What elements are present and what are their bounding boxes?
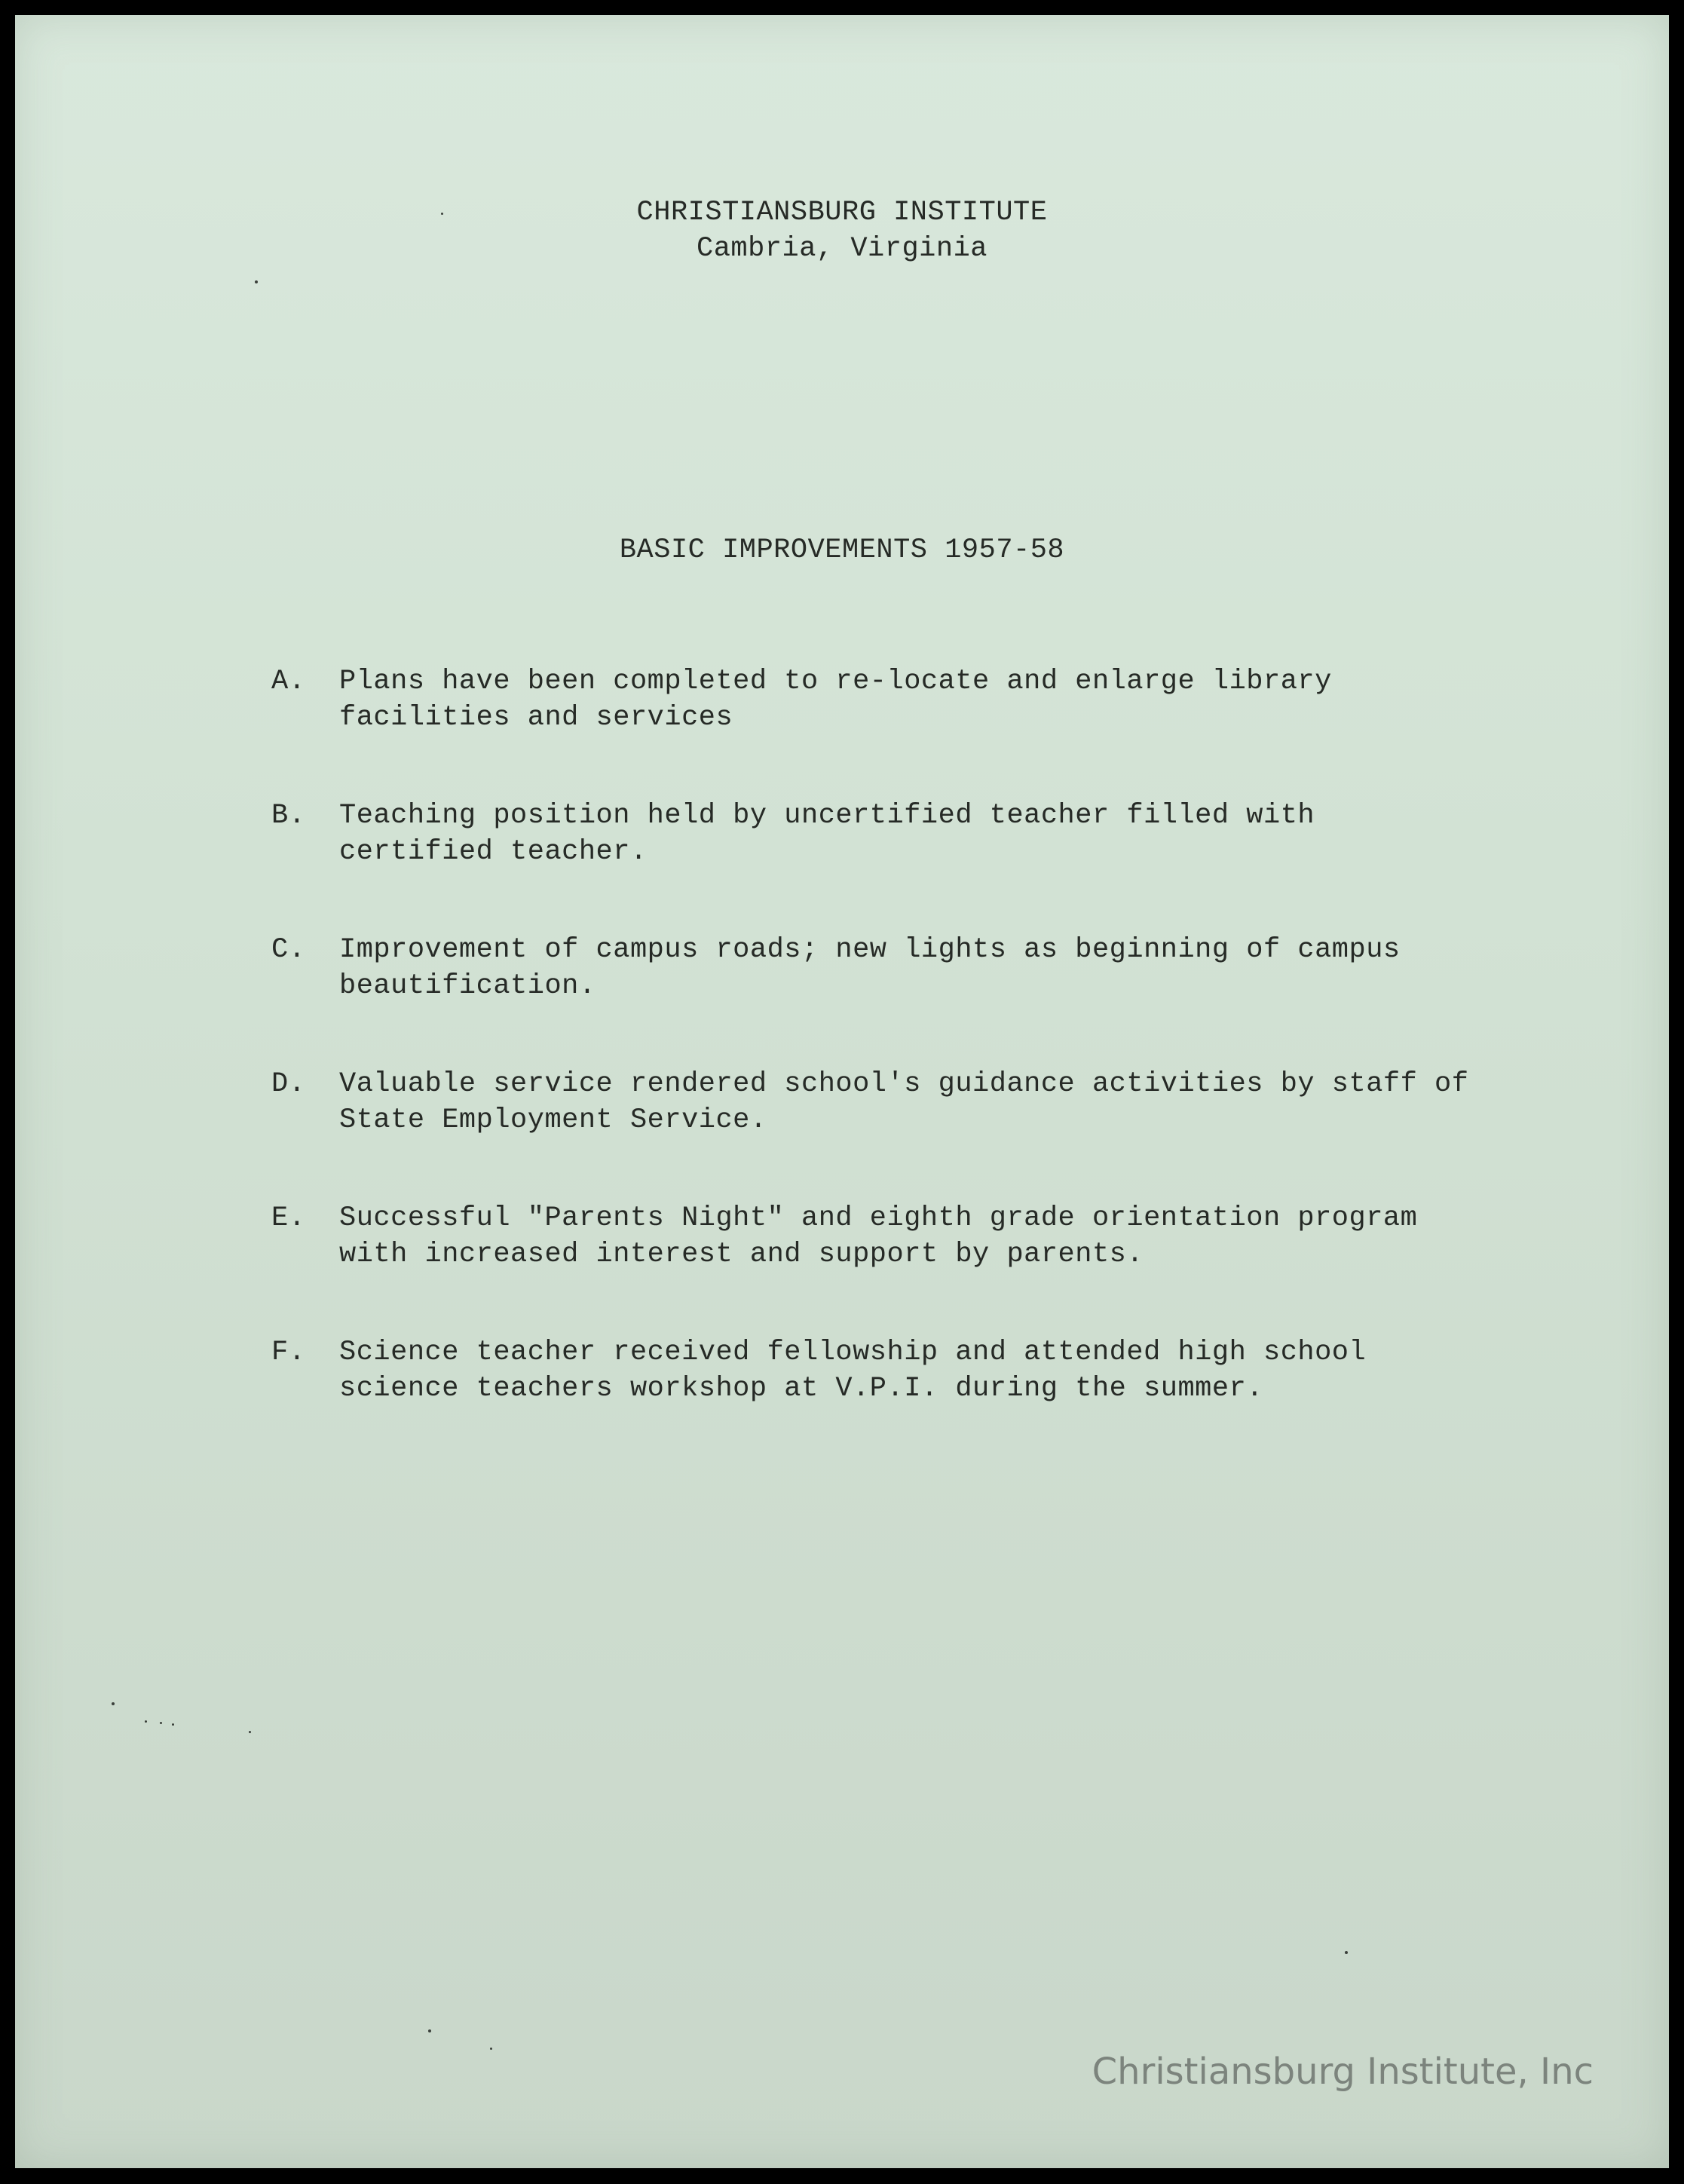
speck bbox=[172, 1723, 174, 1726]
speck bbox=[255, 280, 258, 283]
speck bbox=[249, 1731, 251, 1733]
item-text: Successful "Parents Night" and eighth grade orientation program with increased interest and support by parents. bbox=[339, 1202, 1418, 1270]
speck bbox=[145, 1720, 147, 1723]
speck bbox=[160, 1722, 162, 1724]
item-text: Science teacher received fellowship and attended high school science teachers workshop at V.P.I. during the summer. bbox=[339, 1337, 1367, 1404]
list-item bbox=[271, 663, 1477, 736]
speck bbox=[1345, 1951, 1348, 1954]
speck bbox=[441, 213, 443, 215]
institution-name: CHRISTIANSBURG INSTITUTE bbox=[636, 197, 1048, 228]
item-letter: B. bbox=[271, 800, 306, 832]
item-letter: D. bbox=[271, 1068, 306, 1100]
list-item bbox=[271, 1334, 1477, 1407]
item-letter: F. bbox=[271, 1337, 306, 1368]
letterhead bbox=[15, 195, 1669, 267]
speck bbox=[490, 2048, 492, 2050]
list-item bbox=[271, 932, 1477, 1004]
watermark: Christiansburg Institute, Inc bbox=[1092, 2051, 1594, 2093]
document-page bbox=[15, 15, 1669, 2168]
speck bbox=[428, 2029, 431, 2032]
item-letter: E. bbox=[271, 1202, 306, 1234]
item-letter: C. bbox=[271, 934, 306, 966]
item-text: Valuable service rendered school's guidance activities by staff of State Employment Service. bbox=[339, 1068, 1469, 1136]
item-letter: A. bbox=[271, 666, 306, 697]
item-text: Plans have been completed to re-locate and enlarge library facilities and services bbox=[339, 666, 1332, 734]
list-item bbox=[271, 798, 1477, 870]
item-text: Teaching position held by uncertified teacher filled with certified teacher. bbox=[339, 800, 1315, 868]
list-item bbox=[271, 1066, 1477, 1138]
institution-location: Cambria, Virginia bbox=[697, 233, 987, 265]
item-text: Improvement of campus roads; new lights as beginning of campus beautification. bbox=[339, 934, 1401, 1002]
speck bbox=[112, 1702, 115, 1705]
improvement-list bbox=[271, 663, 1477, 1469]
document-title: BASIC IMPROVEMENTS 1957-58 bbox=[619, 535, 1065, 566]
list-item bbox=[271, 1200, 1477, 1273]
